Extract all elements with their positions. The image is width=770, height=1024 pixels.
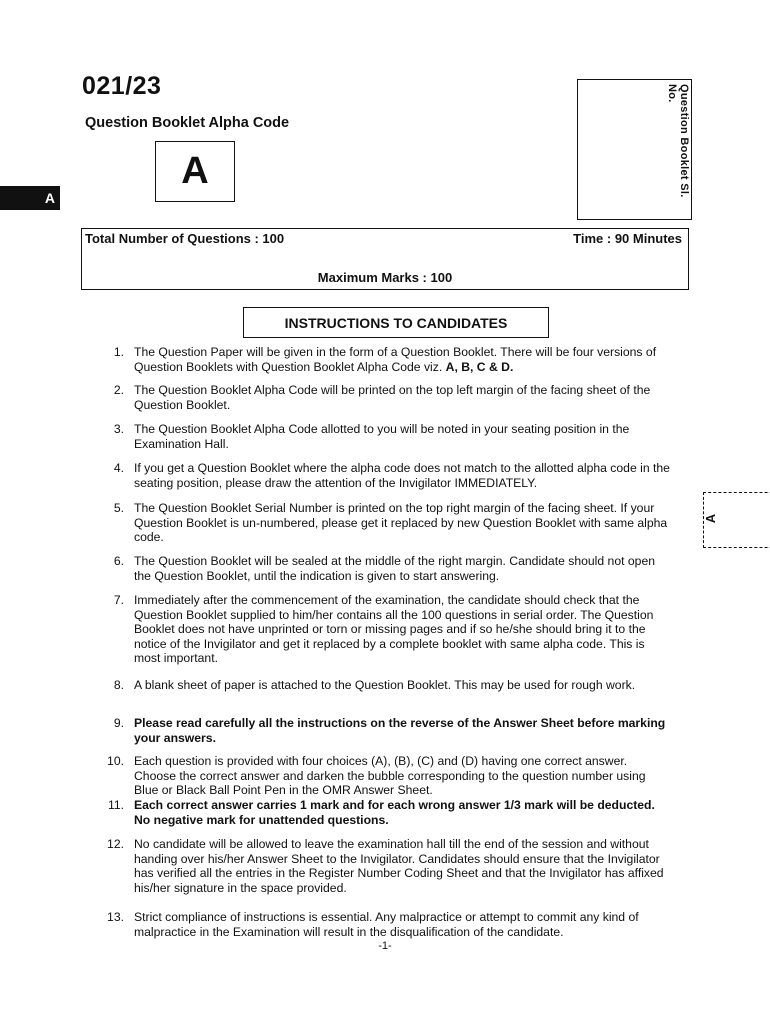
total-questions: Total Number of Questions : 100: [85, 231, 285, 246]
instruction-number: 2.: [113, 383, 124, 397]
instruction-number: 12.: [107, 837, 124, 851]
instruction-text: Each correct answer carries 1 mark and for each wrong answer 1/3 mark will be deducted. No negative mark for unattended questions.: [134, 798, 655, 827]
instruction-number: 3.: [113, 422, 124, 436]
instruction-number: 7.: [113, 593, 124, 607]
exam-info-box: [81, 228, 689, 290]
paper-code: 021/23: [82, 72, 162, 100]
page-number: -1-: [378, 940, 392, 952]
instruction-text: No candidate will be allowed to leave the examination hall till the end of the session and without handing over his/her Answer Sheet to the Invigilator. Candidates should ensure that the Invigilator has verified all the entries in the Register Number Coding Sheet and that the Invigilator has affixed his/her signature in the space provided.: [134, 837, 664, 895]
instruction-text: A blank sheet of paper is attached to the Question Booklet. This may be used for rough work.: [134, 678, 636, 692]
instruction-text: The Question Booklet will be sealed at the middle of the right margin. Candidate should not open the Question Booklet, until the indication is given to start answering.: [134, 554, 655, 583]
margin-seal-letter: A: [703, 513, 719, 524]
instruction-number: 1.: [113, 345, 124, 359]
alpha-code-label: Question Booklet Alpha Code: [85, 115, 290, 131]
instruction-number: 5.: [113, 501, 124, 515]
instruction-text: The Question Booklet Alpha Code allotted to you will be noted in your seating position in the Examination Hall.: [134, 422, 630, 451]
margin-seal-box: [703, 492, 770, 548]
maximum-marks: Maximum Marks : 100: [317, 270, 453, 285]
instruction-number: 8.: [113, 678, 124, 692]
serial-number-label: Question Booklet Sl. No.: [666, 84, 690, 198]
instruction-text: Each question is provided with four choices (A), (B), (C) and (D) having one correct answer. Choose the correct answer and darken the bubble corresponding to the question number using Blue or Black Ball Point Pen in the OMR Answer Sheet.: [134, 754, 646, 798]
instruction-number: 10.: [107, 754, 124, 768]
exam-time: Time : 90 Minutes: [573, 231, 682, 246]
instruction-number: 9.: [113, 716, 124, 730]
instructions-heading: INSTRUCTIONS TO CANDIDATES: [243, 307, 549, 338]
instruction-text: The Question Paper will be given in the form of a Question Booklet. There will be four versions of Question Booklets with Question Booklet Alpha Code viz. A, B, C & D.: [134, 345, 657, 374]
instruction-text: The Question Booklet Serial Number is printed on the top right margin of the facing sheet. If your Question Booklet is un-numbered, please get it replaced by new Question Booklet with same alpha code.: [134, 501, 668, 545]
instruction-number: 11.: [107, 798, 124, 812]
instruction-text: Strict compliance of instructions is essential. Any malpractice or attempt to commit any kind of malpractice in the Examination will result in the disqualification of the candidate.: [134, 910, 639, 939]
serial-number-box: [577, 79, 692, 220]
instruction-text: Please read carefully all the instructions on the reverse of the Answer Sheet before marking your answers.: [134, 716, 666, 745]
instruction-number: 4.: [113, 461, 124, 475]
instruction-number: 13.: [107, 910, 124, 924]
instruction-text: Immediately after the commencement of the examination, the candidate should check that the Question Booklet supplied to him/her contains all the 100 questions in serial order. The Question Booklet does not have unprinted or torn or missing pages and if so he/she should bring it to the notice of the Invigilator and get it replaced by a complete booklet with same alpha code. This is most important.: [134, 593, 654, 666]
instruction-bold-tail: A, B, C & D.: [445, 359, 514, 374]
side-tab: A: [0, 186, 60, 210]
alpha-code-box: A: [155, 141, 235, 202]
instruction-number: 6.: [113, 554, 124, 568]
instruction-text: If you get a Question Booklet where the alpha code does not match to the allotted alpha code in the seating position, please draw the attention of the Invigilator IMMEDIATELY.: [134, 461, 670, 490]
instruction-text: The Question Booklet Alpha Code will be printed on the top left margin of the facing sheet of the Question Booklet.: [134, 383, 651, 412]
